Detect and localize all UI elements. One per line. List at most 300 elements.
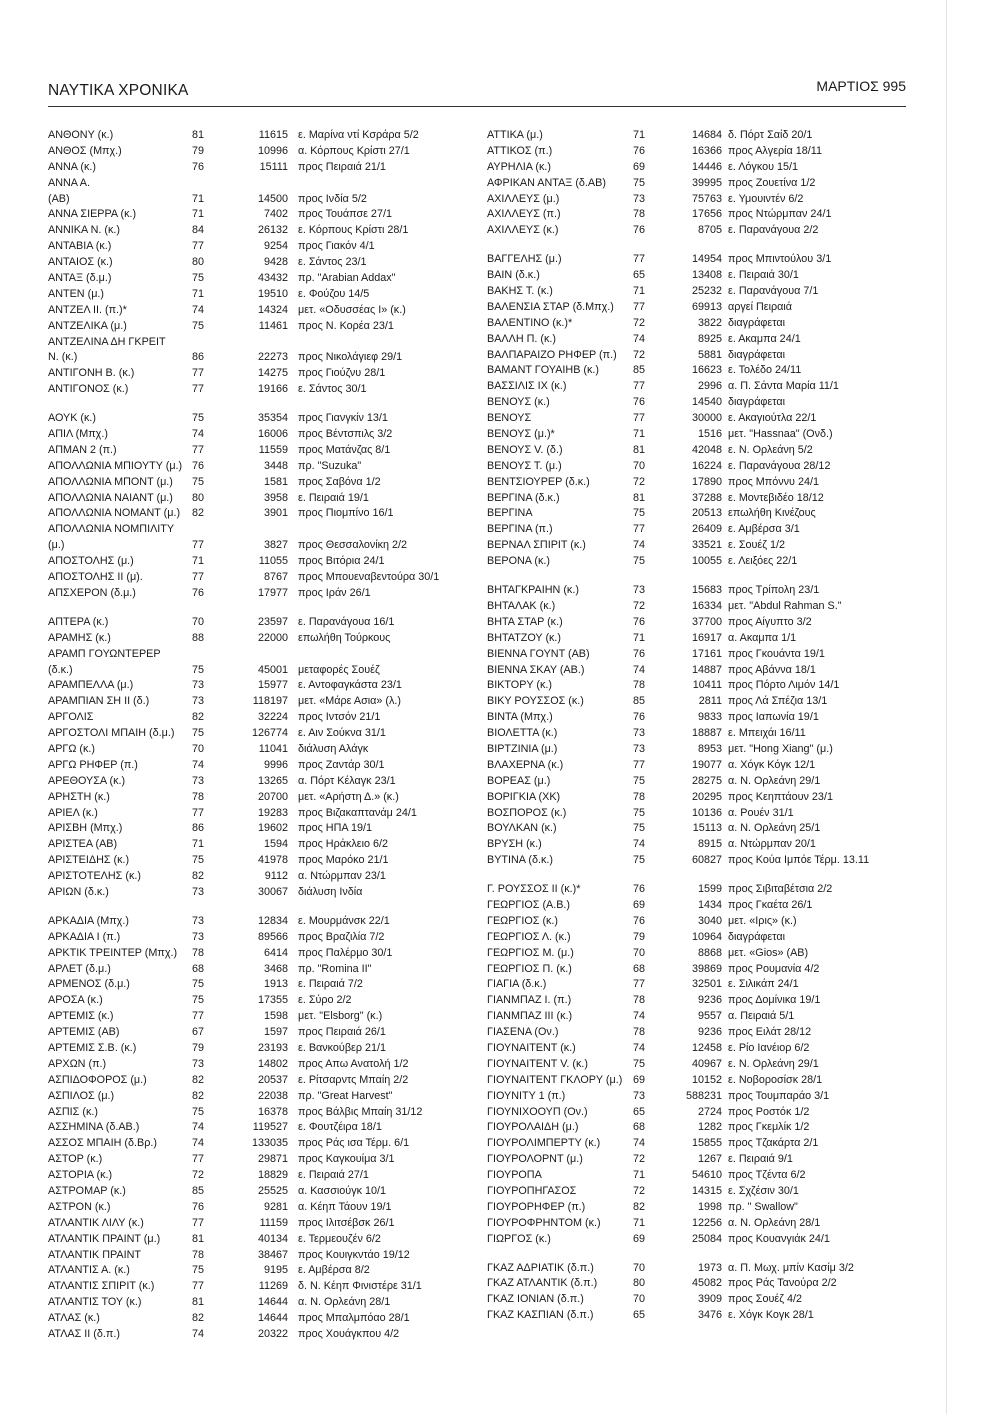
- build-year: 71: [192, 287, 205, 300]
- tonnage: 3958: [263, 491, 288, 504]
- vessel-name: ΑΝΤΖΕΛ ΙΙ. (π.)*: [48, 303, 127, 316]
- vessel-row: [487, 1073, 907, 1089]
- status-note: προς Παλέρμο 30/1: [298, 946, 393, 959]
- vessel-row: [487, 427, 907, 443]
- vessel-name: ΓΚΑΖ ΚΑΣΠΙΑΝ (δ.π.): [487, 1309, 594, 1322]
- status-note: ε. Πειραιά 27/1: [298, 1169, 369, 1182]
- status-note: ε. Αμβέρσα 3/1: [728, 523, 800, 536]
- build-year: 65: [633, 269, 646, 282]
- tonnage: 11461: [258, 319, 288, 332]
- build-year: 75: [633, 774, 646, 787]
- build-year: 78: [633, 1026, 646, 1039]
- status-note: ε. Φούζου 14/5: [298, 287, 370, 300]
- vessel-row: [487, 742, 907, 758]
- vessel-group: [487, 1261, 907, 1325]
- vessel-name: ΑΡΓΟΛΙΣ: [48, 711, 94, 724]
- vessel-name: ΓΙΟΥΝΙΤΥ 1 (π.): [487, 1089, 566, 1102]
- build-year: 82: [192, 507, 205, 520]
- vessel-name: ΒΙΕΝΝΑ ΣΚΑΥ (ΑΒ.): [487, 663, 585, 676]
- status-note: μετ. "Elsborg" (κ.): [298, 1010, 383, 1023]
- status-note: δ. Ν. Κέηπ Φινιστέρε 31/1: [298, 1280, 422, 1293]
- tonnage: 10964: [691, 930, 722, 943]
- tonnage: 8925: [697, 332, 722, 345]
- status-note: προς Γκεμλίκ 1/2: [728, 1121, 810, 1134]
- tonnage: 11159: [259, 1216, 288, 1229]
- build-year: 75: [192, 994, 205, 1007]
- tonnage: 8915: [697, 838, 722, 851]
- status-note: μετ. «Αρήστη Δ.» (κ.): [298, 790, 399, 803]
- build-year: 72: [633, 599, 646, 612]
- vessel-name: ΑΝΝΑ ΣΙΕΡΡΑ (κ.): [48, 208, 137, 221]
- build-year: 86: [192, 351, 205, 364]
- vessel-name: ΒΑΜΑΝΤ ΓΟΥΑΙΗΒ (κ.): [487, 364, 599, 377]
- tonnage: 15683: [691, 584, 722, 597]
- vessel-name: ΓΙΟΥΝΙΧΟΟΥΠ (Ον.): [487, 1105, 588, 1118]
- build-year: 80: [192, 491, 205, 504]
- vessel-name: ΒΕΝΟΥΣ (μ.)*: [487, 428, 555, 441]
- vessel-name: ΑΣΣΗΜΙΝΑ (δ.ΑΒ.): [48, 1121, 140, 1134]
- build-year: 74: [633, 1041, 646, 1054]
- vessel-name: ΑΠΟΛΛΩΝΙΑ ΝΟΜΠΙΛΙΤΥ: [48, 523, 175, 536]
- tonnage: 9428: [263, 256, 288, 269]
- vessel-name: ΒΡΥΣΗ (κ.): [487, 838, 542, 851]
- build-year: 75: [192, 663, 205, 676]
- vessel-name: ΓΙΟΥΡΟΛΙΜΠΕΡΤΥ (κ.): [487, 1137, 601, 1150]
- vessel-row: [48, 1152, 478, 1168]
- tonnage: 11269: [258, 1280, 288, 1293]
- vessel-name: Γ. ΡΟΥΣΣΟΣ ΙΙ (κ.)*: [487, 883, 581, 896]
- status-note: μετ. "Hong Xiang" (μ.): [728, 742, 833, 755]
- build-year: 74: [633, 663, 646, 676]
- right-column: [487, 120, 907, 1337]
- build-year: 71: [192, 192, 205, 205]
- vessel-name: ΑΣΠΙΔΟΦΟΡΟΣ (μ.): [48, 1073, 147, 1086]
- vessel-row: [487, 348, 907, 364]
- vessel-row: [487, 538, 907, 554]
- tonnage: 17355: [257, 994, 288, 1007]
- status-note: προς Σιβιταβέτσια 2/2: [728, 883, 833, 896]
- vessel-row: [48, 631, 478, 647]
- page-header: [48, 78, 906, 106]
- status-note: ε. Σιλικάπ 24/1: [728, 978, 799, 991]
- tonnage: 11055: [258, 555, 288, 568]
- tonnage: 26132: [257, 224, 288, 237]
- tonnage: 8868: [697, 946, 722, 959]
- build-year: 71: [633, 1169, 646, 1182]
- vessel-name: (ΑΒ): [48, 192, 70, 205]
- tonnage: 14500: [257, 192, 288, 205]
- status-note: προς Μαρόκο 21/1: [298, 854, 389, 867]
- vessel-row: [48, 207, 478, 223]
- tonnage: 3822: [697, 316, 722, 329]
- tonnage: 14275: [257, 367, 288, 380]
- vessel-row: [48, 1025, 478, 1041]
- vessel-row: [48, 570, 478, 586]
- status-note: προς Γκουάντα 19/1: [728, 647, 825, 660]
- build-year: 76: [633, 647, 646, 660]
- vessel-row: [487, 1120, 907, 1136]
- status-note: ε. Σουέζ 1/2: [728, 539, 785, 552]
- status-note: προς Τρίπολη 23/1: [728, 584, 820, 597]
- build-year: 84: [192, 224, 205, 237]
- vessel-row: [487, 1105, 907, 1121]
- status-note: ε. Ακαγιούτλα 22/1: [728, 412, 817, 425]
- vessel-row: [487, 252, 907, 268]
- status-note: προς Κουανγιάκ 24/1: [728, 1232, 830, 1245]
- status-note: προς Κουιγκντάο 19/12: [298, 1248, 410, 1261]
- vessel-row: [487, 1200, 907, 1216]
- vessel-row: [487, 946, 907, 962]
- build-year: 76: [633, 711, 646, 724]
- vessel-name: ΓΚΑΖ ΑΔΡΙΑΤΙΚ (δ.π.): [487, 1261, 594, 1274]
- vessel-name: ΓΕΩΡΓΙΟΣ Π. (κ.): [487, 962, 572, 975]
- vessel-name: ΓΙΩΡΓΟΣ (κ.): [487, 1232, 551, 1245]
- build-year: 78: [192, 946, 205, 959]
- status-note: προς Σαβόνα 1/2: [298, 475, 381, 488]
- vessel-group: [487, 252, 907, 570]
- vessel-row: [487, 599, 907, 615]
- status-note: προς Απω Ανατολή 1/2: [298, 1057, 409, 1070]
- status-note: ε. Παρανάγουα 7/1: [728, 285, 819, 298]
- vessel-name: ΒΕΝΟΥΣ Τ. (μ.): [487, 459, 562, 472]
- build-year: 77: [192, 539, 205, 552]
- vessel-row: [487, 443, 907, 459]
- vessel-row: [487, 395, 907, 411]
- build-year: 65: [633, 1105, 646, 1118]
- vessel-name: ΒΑΚΗΣ Τ. (κ.): [487, 285, 553, 298]
- vessel-row: [48, 538, 478, 554]
- vessel-row: [48, 366, 478, 382]
- tonnage: 45001: [257, 663, 288, 676]
- tonnage: 3909: [697, 1293, 722, 1306]
- tonnage: 37700: [691, 615, 722, 628]
- build-year: 77: [633, 412, 646, 425]
- build-year: 74: [633, 838, 646, 851]
- build-year: 73: [633, 727, 646, 740]
- build-year: 75: [192, 475, 205, 488]
- vessel-name: ΑΡΚΑΔΙΑ (Μπχ.): [48, 914, 129, 927]
- vessel-row: [487, 459, 907, 475]
- build-year: 70: [633, 1293, 646, 1306]
- build-year: 77: [633, 523, 646, 536]
- status-note: ε. Μουρμάνσκ 22/1: [298, 914, 390, 927]
- vessel-row: [487, 268, 907, 284]
- vessel-row: [48, 663, 478, 679]
- vessel-row: [48, 1136, 478, 1152]
- vessel-name: ΓΕΩΡΓΙΟΣ Λ. (κ.): [487, 930, 571, 943]
- vessel-name: ΒΑΙΝ (δ.κ.): [487, 269, 540, 282]
- status-note: ε. Αντοφαγκάστα 23/1: [298, 679, 402, 692]
- vessel-row: [48, 1009, 478, 1025]
- build-year: 77: [192, 1010, 205, 1023]
- tonnage: 7402: [263, 208, 288, 221]
- status-note: διάλυση Ινδία: [298, 885, 363, 898]
- status-note: α. Ρουέν 31/1: [728, 806, 794, 819]
- vessel-name: ΒΑΓΓΕΛΗΣ (μ.): [487, 253, 562, 266]
- build-year: 76: [633, 396, 646, 409]
- build-year: 73: [192, 914, 205, 927]
- vessel-name: ΑΣΤΟΡΙΑ (κ.): [48, 1169, 113, 1182]
- status-note: προς Ρουμανία 4/2: [728, 962, 820, 975]
- status-note: προς Χουάγκπου 4/2: [298, 1328, 400, 1341]
- vessel-row: [487, 806, 907, 822]
- vessel-name: ΑΣΤΟΡ (κ.): [48, 1153, 103, 1166]
- vessel-name: ΑΝΤΑΞ (δ.μ.): [48, 272, 112, 285]
- tonnage: 3468: [263, 962, 288, 975]
- build-year: 81: [192, 1296, 205, 1309]
- tonnage: 15977: [257, 679, 288, 692]
- status-note: μετ. «Ιρις» (κ.): [728, 914, 797, 927]
- vessel-name: ΑΠΟΣΤΟΛΗΣ (μ.): [48, 555, 134, 568]
- status-note: προς Βιζακαπτανάμ 24/1: [298, 806, 417, 819]
- tonnage: 20700: [257, 790, 288, 803]
- tonnage: 14324: [257, 303, 288, 316]
- tonnage: 1282: [697, 1121, 722, 1134]
- vessel-name: ΑΝΤΖΕΛΙΝΑ ΔΗ ΓΚΡΕΙΤ: [48, 335, 166, 348]
- vessel-row: [48, 1295, 478, 1311]
- vessel-name: ΓΙΟΥΡΟΠΗΓΑΣΟΣ: [487, 1185, 577, 1197]
- vessel-row: [487, 583, 907, 599]
- status-note: προς Ηράκλειο 6/2: [298, 838, 389, 851]
- tonnage: 1998: [697, 1200, 722, 1213]
- vessel-row: [48, 239, 478, 255]
- vessel-name: ΑΠΙΛ (Μπχ.): [48, 428, 108, 441]
- tonnage: 28275: [691, 774, 722, 787]
- build-year: 72: [633, 475, 646, 488]
- vessel-row: [48, 128, 478, 144]
- status-note: προς Αβάννα 18/1: [728, 663, 816, 676]
- vessel-row: [48, 726, 478, 742]
- tonnage: 23193: [257, 1041, 288, 1054]
- build-year: 72: [633, 1185, 646, 1197]
- vessel-name: ΓΙΟΥΡΟΛΟΡΝΤ (μ.): [487, 1153, 583, 1166]
- vessel-name: ΒΥΤΙΝΑ (δ.κ.): [487, 854, 553, 867]
- build-year: 74: [192, 758, 205, 771]
- tonnage: 60827: [691, 854, 722, 867]
- vessel-row: [48, 1041, 478, 1057]
- status-note: ε. Μοντεβιδέο 18/12: [728, 491, 824, 504]
- status-note: προς Θεσσαλονίκη 2/2: [298, 539, 408, 552]
- build-year: 77: [192, 806, 205, 819]
- build-year: 77: [633, 758, 646, 771]
- vessel-row: [487, 160, 907, 176]
- status-note: ε. Σύρο 2/2: [298, 994, 352, 1007]
- tonnage: 16334: [691, 599, 722, 612]
- vessel-name: ΑΡΙΣΒΗ (Μπχ.): [48, 822, 123, 835]
- tonnage: 16224: [691, 459, 722, 472]
- vessel-row: [487, 993, 907, 1009]
- tonnage: 9195: [263, 1264, 288, 1277]
- vessel-name: ΒΟΡΕΑΣ (μ.): [487, 774, 551, 787]
- vessel-name: ΑΡΟΣΑ (κ.): [48, 994, 103, 1007]
- status-note: ε. Ν. Ορλεάνη 5/2: [728, 443, 813, 456]
- status-note: προς Πειραιά 21/1: [298, 160, 386, 173]
- vessel-name: ΑΡΚΤΙΚ ΤΡΕΙΝΤΕΡ (Μπχ.): [48, 946, 178, 959]
- vessel-name: ΑΧΙΛΛΕΥΣ (π.): [487, 208, 561, 221]
- vessel-name: ΒΕΝΟΥΣ V. (δ.): [487, 443, 563, 456]
- build-year: 74: [633, 1010, 646, 1023]
- vessel-row: [487, 615, 907, 631]
- vessel-name: ΒΕΝΤΣΙΟΥΡΕΡ (δ.κ.): [487, 475, 590, 488]
- build-year: 75: [192, 272, 205, 285]
- vessel-name: ΑΠΟΣΤΟΛΗΣ ΙΙ (μ).: [48, 571, 143, 584]
- tonnage: 19283: [257, 806, 288, 819]
- status-note: προς Μπόννυ 24/1: [728, 475, 819, 488]
- vessel-name: ΑΠΟΛΛΩΝΙΑ ΝΑΙΑΝΤ (μ.): [48, 491, 173, 504]
- vessel-name: ΑΡΕΘΟΥΣΑ (κ.): [48, 774, 126, 787]
- status-note: μετ. "Abdul Rahman S.": [728, 599, 842, 612]
- build-year: 78: [192, 1248, 205, 1261]
- status-note: προς Ιντσόν 21/1: [298, 711, 381, 724]
- status-note: προς Πιομπίνο 16/1: [298, 507, 394, 520]
- build-year: 78: [633, 994, 646, 1007]
- vessel-row: [48, 647, 478, 663]
- vessel-name: ΒΙΕΝΝΑ ΓΟΥΝΤ (ΑΒ): [487, 647, 590, 660]
- tonnage: 10996: [257, 144, 288, 157]
- build-year: 80: [192, 256, 205, 269]
- tonnage: 15111: [259, 160, 288, 173]
- status-note: προς Κεηπτάουν 23/1: [728, 790, 833, 803]
- vessel-name: ΑΟΥΚ (κ.): [48, 412, 97, 425]
- vessel-row: [487, 1276, 907, 1292]
- vessel-name: ΑΝΤΕΝ (μ.): [48, 287, 105, 300]
- vessel-name: ΒΛΑΧΕΡΝΑ (κ.): [487, 758, 564, 771]
- tonnage: 1973: [697, 1261, 722, 1274]
- vessel-row: [48, 1327, 478, 1343]
- build-year: 73: [633, 584, 646, 597]
- build-year: 73: [192, 1057, 205, 1070]
- vessel-name: ΑΦΡΙΚΑΝ ΑΝΤΑΞ (δ.ΑΒ): [487, 176, 606, 189]
- vessel-row: [487, 491, 907, 507]
- vessel-row: [48, 176, 478, 192]
- vessel-row: [487, 962, 907, 978]
- vessel-row: [48, 335, 478, 351]
- tonnage: 1597: [263, 1026, 288, 1039]
- build-year: 74: [633, 332, 646, 345]
- status-note: προς Ζαντάρ 30/1: [298, 758, 385, 771]
- build-year: 76: [633, 144, 646, 157]
- vessel-row: [487, 930, 907, 946]
- tonnage: 20513: [691, 507, 722, 520]
- build-year: 71: [192, 555, 205, 568]
- vessel-row: [487, 1041, 907, 1057]
- vessel-row: [487, 1292, 907, 1308]
- vessel-row: [48, 271, 478, 287]
- tonnage: 1581: [263, 475, 288, 488]
- vessel-row: [48, 522, 478, 538]
- vessel-row: [48, 586, 478, 602]
- build-year: 75: [633, 555, 646, 568]
- tonnage: 25084: [691, 1232, 722, 1245]
- vessel-row: [48, 1311, 478, 1327]
- status-note: ε. Αμβέρσα 8/2: [298, 1264, 370, 1277]
- build-year: 81: [633, 491, 646, 504]
- tonnage: 17890: [691, 475, 722, 488]
- tonnage: 1267: [697, 1153, 722, 1166]
- vessel-name: ΑΡΜΕΝΟΣ (δ.μ.): [48, 978, 130, 991]
- vessel-name: ΒΗΤΑΤΖΟΥ (κ.): [487, 631, 562, 644]
- vessel-name: ΑΠΜΑΝ 2 (π.): [48, 443, 117, 456]
- tonnage: 25525: [257, 1185, 288, 1197]
- vessel-row: [487, 1308, 907, 1324]
- vessel-row: [487, 1232, 907, 1248]
- tonnage: 14644: [257, 1312, 288, 1325]
- tonnage: 17656: [691, 208, 722, 221]
- tonnage: 3448: [263, 459, 288, 472]
- publication-title: ΝΑΥΤΙΚΑ ΧΡΟΝΙΚΑ: [48, 82, 189, 99]
- vessel-name: ΒΕΡΓΙΝΑ (δ.κ.): [487, 491, 560, 504]
- vessel-name: ΓΚΑΖ ΑΤΛΑΝΤΙΚ (δ.π.): [487, 1277, 598, 1290]
- tonnage: 19166: [257, 383, 288, 396]
- vessel-name: Ν. (κ.): [48, 351, 78, 364]
- build-year: 70: [633, 459, 646, 472]
- status-note: προς Αίγυπτο 3/2: [728, 615, 812, 628]
- tonnage: 8953: [697, 742, 722, 755]
- build-year: 74: [192, 1328, 205, 1341]
- tonnage: 22038: [257, 1089, 288, 1102]
- build-year: 70: [633, 1261, 646, 1274]
- vessel-name: ΑΤΛΑΣ (κ.): [48, 1312, 100, 1325]
- tonnage: 15113: [692, 822, 722, 835]
- status-note: προς Πειραιά 26/1: [298, 1026, 386, 1039]
- tonnage: 12256: [691, 1216, 722, 1229]
- vessel-name: ΒΕΡΟΝΑ (κ.): [487, 555, 550, 568]
- status-note: α. Ν. Ορλεάνη 28/1: [728, 1216, 821, 1229]
- status-note: προς Τζακάρτα 2/1: [728, 1137, 819, 1150]
- vessel-row: [487, 821, 907, 837]
- build-year: 85: [633, 695, 646, 708]
- tonnage: 19077: [691, 758, 722, 771]
- status-note: διαγράφεται: [728, 396, 785, 409]
- build-year: 72: [633, 348, 646, 361]
- build-year: 75: [192, 1264, 205, 1277]
- vessel-row: [487, 332, 907, 348]
- vessel-row: [487, 506, 907, 522]
- status-note: επωλήθη Τούρκους: [298, 631, 391, 644]
- vessel-group: [487, 128, 907, 239]
- vessel-name: ΒΙΚΥ ΡΟΥΣΣΟΣ (κ.): [487, 695, 584, 708]
- build-year: 73: [192, 885, 205, 898]
- vessel-group: [48, 615, 478, 901]
- build-year: 74: [633, 1137, 646, 1150]
- vessel-name: ΑΧΙΛΛΕΥΣ (μ.): [487, 192, 560, 205]
- vessel-row: [48, 1184, 478, 1200]
- tonnage: 9236: [697, 1026, 722, 1039]
- tonnage: 16623: [691, 364, 722, 377]
- vessel-name: ΒΙΝΤΑ (Μπχ.): [487, 711, 553, 724]
- tonnage: 45082: [691, 1277, 722, 1290]
- tonnage: 16366: [691, 144, 722, 157]
- vessel-name: ΑΡΤΕΜΙΣ (κ.): [48, 1010, 114, 1023]
- tonnage: 40967: [691, 1057, 722, 1070]
- vessel-row: [487, 411, 907, 427]
- build-year: 75: [192, 727, 205, 740]
- build-year: 71: [633, 1216, 646, 1229]
- build-year: 76: [633, 615, 646, 628]
- status-note: προς Γιούζνυ 28/1: [298, 367, 386, 380]
- status-note: ε. Υμουιντέν 6/2: [728, 192, 804, 205]
- vessel-name: ΒΑΛΕΝΣΙΑ ΣΤΑΡ (δ.Μπχ.): [487, 300, 614, 313]
- build-year: 81: [633, 443, 646, 456]
- vessel-name: ΑΤΛΑΝΤΙΣ ΤΟΥ (κ.): [48, 1296, 142, 1309]
- vessel-name: ΑΡΙΣΤΕΑ (ΑΒ): [48, 838, 118, 851]
- build-year: 75: [633, 822, 646, 835]
- vessel-name: ΑΡΤΕΜΙΣ Σ.Β. (κ.): [48, 1041, 137, 1054]
- vessel-row: [48, 1263, 478, 1279]
- vessel-row: [487, 882, 907, 898]
- build-year: 79: [633, 930, 646, 943]
- build-year: 65: [633, 1309, 646, 1322]
